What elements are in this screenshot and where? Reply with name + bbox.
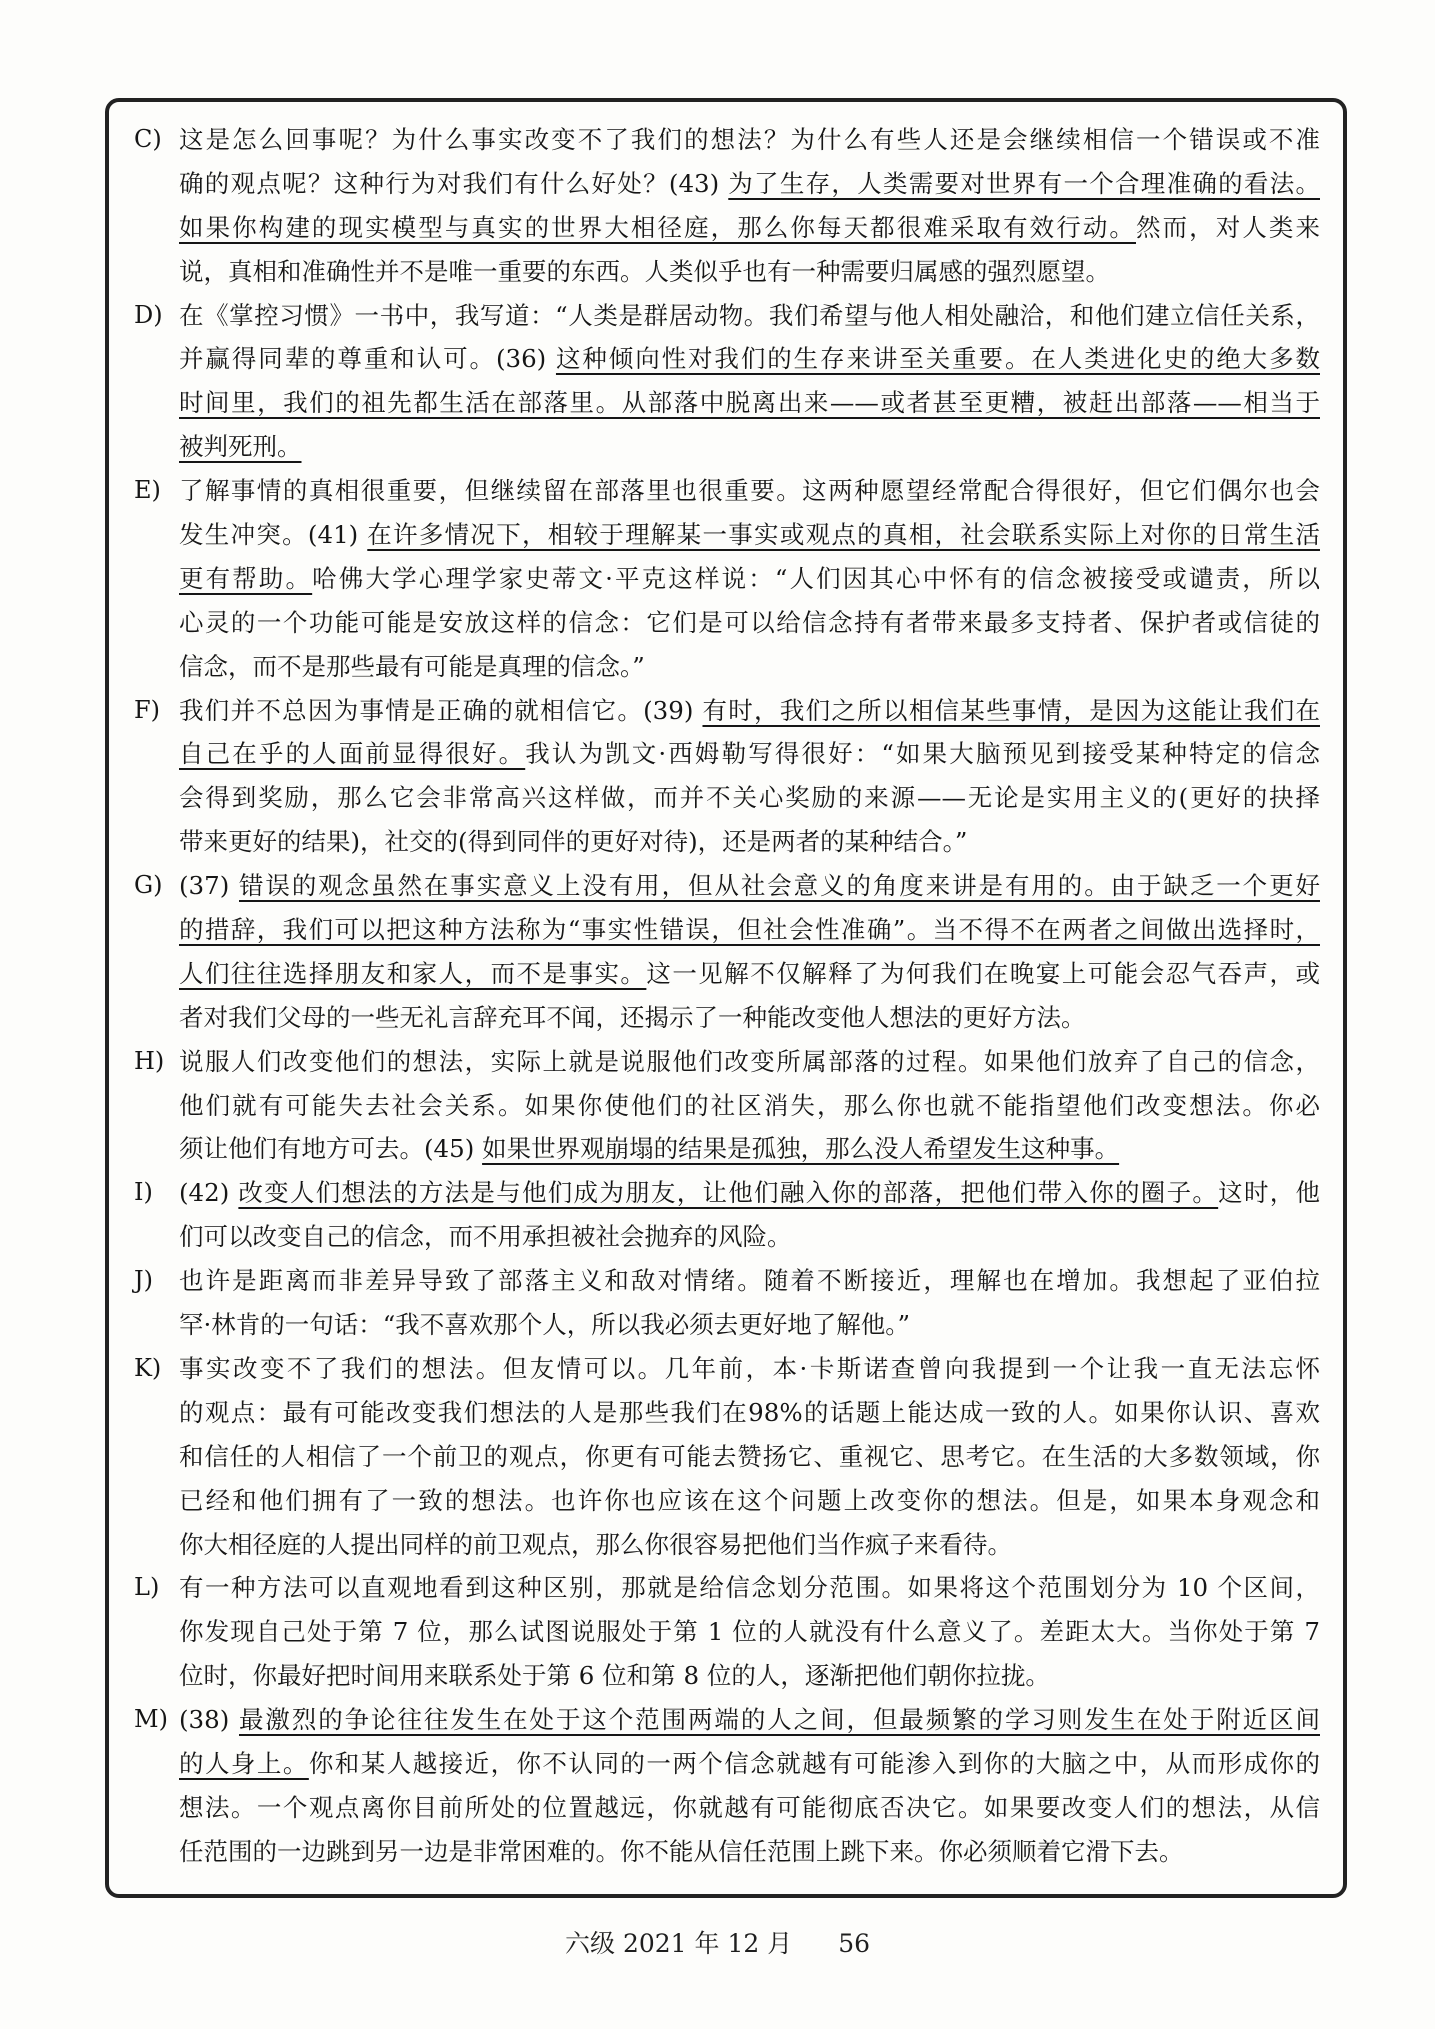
text-segment: 发生冲突。(41) — [179, 520, 368, 550]
text-segment: 已经和他们拥有了一致的想法。也许你也应该在这个问题上改变你的想法。但是，如果本身观念和 — [179, 1485, 1320, 1515]
text-segment: 者对我们父母的一些无礼言辞充耳不闻，还揭示了一种能改变他人想法的更好方法。 — [179, 1002, 1086, 1032]
text-line — [179, 1303, 1320, 1347]
page-footer — [0, 1925, 1435, 1963]
paragraph-label: I) — [134, 1178, 153, 1207]
paragraph-label: H) — [134, 1046, 165, 1075]
page-number: 56 — [838, 1929, 870, 1958]
underlined-answer-text: 最激烈的争论往往发生在处于这个范围两端的人之间，但最频繁的学习则发生在处于附近区间 — [239, 1705, 1320, 1735]
underlined-answer-text: 改变人们想法的方法是与他们成为朋友，让他们融入你的部落，把他们带入你的圈子。 — [238, 1178, 1219, 1208]
underlined-answer-text: 如果世界观崩塌的结果是孤独，那么没人希望发生这种事。 — [482, 1134, 1120, 1164]
paragraph-text — [179, 864, 1320, 1040]
underlined-answer-text: 为了生存，人类需要对世界有一个合理准确的看法。 — [728, 168, 1320, 198]
paragraph-i — [134, 1171, 1320, 1259]
paragraph-c — [134, 118, 1320, 294]
text-line — [179, 1040, 1320, 1084]
text-segment: 确的观点呢？这种行为对我们有什么好处？(43) — [179, 168, 729, 198]
paragraph-label: L) — [134, 1573, 160, 1602]
paragraph-h — [134, 1040, 1320, 1172]
text-segment: 和信任的人相信了一个前卫的观点，你更有可能去赞扬它、重视它、思考它。在生活的大多数领域，你 — [179, 1441, 1320, 1471]
text-line — [179, 864, 1320, 908]
text-line — [179, 557, 1320, 601]
text-line — [179, 1654, 1320, 1698]
text-line — [179, 1830, 1320, 1874]
underlined-answer-text: 更有帮助。 — [179, 563, 313, 593]
text-line — [179, 645, 1320, 689]
text-segment: 我们并不总因为事情是正确的就相信它。(39) — [179, 695, 703, 725]
underlined-answer-text: 的人身上。 — [179, 1748, 309, 1778]
paragraph-text — [179, 689, 1320, 865]
text-segment: 们可以改变自己的信念，而不用承担被社会抛弃的风险。 — [179, 1222, 792, 1252]
text-line — [179, 118, 1320, 162]
text-line — [179, 1479, 1320, 1523]
text-segment: 这时，他 — [1218, 1178, 1320, 1208]
underlined-answer-text: 错误的观念虽然在事实意义上没有用，但从社会意义的角度来讲是有用的。由于缺乏一个更好 — [239, 871, 1320, 901]
paragraph-label: J) — [134, 1266, 153, 1295]
text-segment: 然而，对人类来 — [1136, 212, 1320, 242]
text-segment: 这是怎么回事呢？为什么事实改变不了我们的想法？为什么有些人还是会继续相信一个错误或不准 — [179, 125, 1320, 154]
text-line — [179, 1523, 1320, 1567]
paragraph-text — [179, 1171, 1320, 1259]
text-line — [179, 689, 1320, 733]
text-segment: 罕·林肯的一句话：“我不喜欢那个人，所以我必须去更好地了解他。” — [179, 1310, 911, 1340]
text-segment: 的观点：最有可能改变我们想法的人是那些我们在98%的话题上能达成一致的人。如果你认识、喜欢 — [179, 1397, 1320, 1427]
text-segment: 事实改变不了我们的想法。但友情可以。几年前，本·卡斯诺查曾向我提到一个让我一直无法忘怀 — [179, 1353, 1320, 1383]
paragraph-label: F) — [134, 695, 161, 724]
text-line — [179, 776, 1320, 820]
text-line — [179, 294, 1320, 338]
paragraph-text — [179, 118, 1320, 294]
text-segment: (38) — [179, 1705, 239, 1735]
text-segment: 位时，你最好把时间用来联系处于第 6 位和第 8 位的人，逐渐把他们朝你拉拢。 — [179, 1661, 1050, 1691]
exam-info: 六级 2021 年 12 月 — [565, 1929, 793, 1958]
text-segment: 他们就有可能失去社会关系。如果你使他们的社区消失，那么你也就不能指望他们改变想法。你必 — [179, 1090, 1320, 1120]
text-segment: 带来更好的结果)，社交的(得到同伴的更好对待)，还是两者的某种结合。” — [179, 827, 968, 857]
paragraph-label: M) — [134, 1705, 168, 1734]
text-line — [179, 1786, 1320, 1830]
text-segment: 会得到奖励，那么它会非常高兴这样做，而并不关心奖励的来源——无论是实用主义的(更好的抉择 — [179, 783, 1320, 813]
text-segment: 说服人们改变他们的想法，实际上就是说服他们改变所属部落的过程。如果他们放弃了自己的信念， — [179, 1046, 1320, 1076]
text-line — [179, 513, 1320, 557]
text-line — [179, 425, 1320, 469]
text-line — [179, 1391, 1320, 1435]
text-segment: 想法。一个观点离你目前所处的位置越远，你就越有可能彻底否决它。如果要改变人们的想法，从信 — [179, 1792, 1320, 1822]
text-segment: 你大相径庭的人提出同样的前卫观点，那么你很容易把他们当作疯子来看待。 — [179, 1529, 1012, 1559]
text-line — [179, 996, 1320, 1040]
paragraph-label: K) — [134, 1353, 162, 1382]
text-segment: 你和某人越接近，你不认同的一两个信念就越有可能渗入到你的大脑之中，从而形成你的 — [308, 1748, 1320, 1778]
paragraph-j — [134, 1259, 1320, 1347]
paragraph-text — [179, 1040, 1320, 1172]
text-segment: 了解事情的真相很重要，但继续留在部落里也很重要。这两种愿望经常配合得很好，但它们偶尔也会 — [179, 476, 1320, 506]
text-line — [179, 1171, 1320, 1215]
paragraph-m — [134, 1698, 1320, 1874]
text-line — [179, 952, 1320, 996]
underlined-answer-text: 自己在乎的人面前显得很好。 — [179, 739, 526, 769]
text-line — [179, 1347, 1320, 1391]
underlined-answer-text: 这种倾向性对我们的生存来讲至关重要。在人类进化史的绝大多数 — [555, 344, 1320, 374]
paragraph-label: D) — [134, 300, 163, 329]
text-segment: 也许是距离而非差异导致了部落主义和敌对情绪。随着不断接近，理解也在增加。我想起了亚伯拉 — [179, 1266, 1320, 1296]
text-segment: 任范围的一边跳到另一边是非常困难的。你不能从信任范围上跳下来。你必须顺着它滑下去。 — [179, 1836, 1184, 1866]
underlined-answer-text: 如果你构建的现实模型与真实的世界大相径庭，那么你每天都很难采取有效行动。 — [179, 212, 1136, 242]
text-line — [179, 1610, 1320, 1654]
paragraph-d — [134, 294, 1320, 470]
text-segment: 在《掌控习惯》一书中，我写道：“人类是群居动物。我们希望与他人相处融洽，和他们建立信任关系， — [179, 300, 1320, 330]
text-segment: 信念，而不是那些最有可能是真理的信念。” — [179, 651, 645, 681]
text-line — [179, 469, 1320, 513]
text-segment: 须让他们有地方可去。(45) — [179, 1134, 483, 1164]
text-line — [179, 337, 1320, 381]
text-segment: (37) — [179, 871, 239, 901]
text-line — [179, 820, 1320, 864]
text-line — [179, 908, 1320, 952]
paragraph-g — [134, 864, 1320, 1040]
passage-box — [105, 98, 1347, 1898]
text-line — [179, 1259, 1320, 1303]
underlined-answer-text: 时间里，我们的祖先都生活在部落里。从部落中脱离出来——或者甚至更糟，被赶出部落——相当于 — [179, 388, 1320, 418]
text-line — [179, 1742, 1320, 1786]
paragraph-text — [179, 1259, 1320, 1347]
paragraph-label: G) — [134, 871, 163, 900]
text-segment: 有一种方法可以直观地看到这种区别，那就是给信念划分范围。如果将这个范围划分为 10 个区间， — [179, 1573, 1320, 1603]
paragraph-text — [179, 294, 1320, 470]
text-line — [179, 1084, 1320, 1128]
text-line — [179, 1435, 1320, 1479]
text-line — [179, 1215, 1320, 1259]
paragraph-text — [179, 1347, 1320, 1566]
paragraph-text — [179, 469, 1320, 688]
text-line — [179, 381, 1320, 425]
text-line — [179, 601, 1320, 645]
text-segment: 哈佛大学心理学家史蒂文·平克这样说：“人们因其心中怀有的信念被接受或谴责，所以 — [312, 563, 1320, 593]
underlined-answer-text: 人们往往选择朋友和家人，而不是事实。 — [179, 958, 647, 988]
text-line — [179, 732, 1320, 776]
text-segment: (42) — [179, 1178, 239, 1208]
paragraph-label: C) — [134, 125, 162, 153]
underlined-answer-text: 有时，我们之所以相信某些事情，是因为这能让我们在 — [702, 695, 1320, 725]
paragraph-l — [134, 1566, 1320, 1698]
paragraph-k — [134, 1347, 1320, 1566]
underlined-answer-text: 被判死刑。 — [179, 432, 302, 462]
text-segment: 你发现自己处于第 7 位，那么试图说服处于第 1 位的人就没有什么意义了。差距太大。当你处于第 7 — [179, 1617, 1320, 1647]
paragraph-label: E) — [134, 476, 161, 505]
text-segment: 这一见解不仅解释了为何我们在晚宴上可能会忍气吞声，或 — [646, 958, 1320, 988]
text-line — [179, 1698, 1320, 1742]
text-segment: 我认为凯文·西姆勒写得很好：“如果大脑预见到接受某种特定的信念 — [525, 739, 1320, 769]
text-segment: 心灵的一个功能可能是安放这样的信念：它们是可以给信念持有者带来最多支持者、保护者或信徒的 — [179, 607, 1320, 637]
text-line — [179, 1566, 1320, 1610]
text-line — [179, 162, 1320, 206]
paragraph-text — [179, 1566, 1320, 1698]
underlined-answer-text: 的措辞，我们可以把这种方法称为“事实性错误，但社会性准确”。当不得不在两者之间做出选择时， — [179, 915, 1320, 945]
text-line — [179, 250, 1320, 294]
underlined-answer-text: 在许多情况下，相较于理解某一事实或观点的真相，社会联系实际上对你的日常生活 — [367, 520, 1320, 550]
text-segment: 并赢得同辈的尊重和认可。(36) — [179, 344, 556, 374]
paragraph-f — [134, 689, 1320, 865]
text-segment: 说，真相和准确性并不是唯一重要的东西。人类似乎也有一种需要归属感的强烈愿望。 — [179, 256, 1110, 286]
text-line — [179, 206, 1320, 250]
paragraph-e — [134, 469, 1320, 688]
paragraph-text — [179, 1698, 1320, 1874]
text-line — [179, 1127, 1320, 1171]
